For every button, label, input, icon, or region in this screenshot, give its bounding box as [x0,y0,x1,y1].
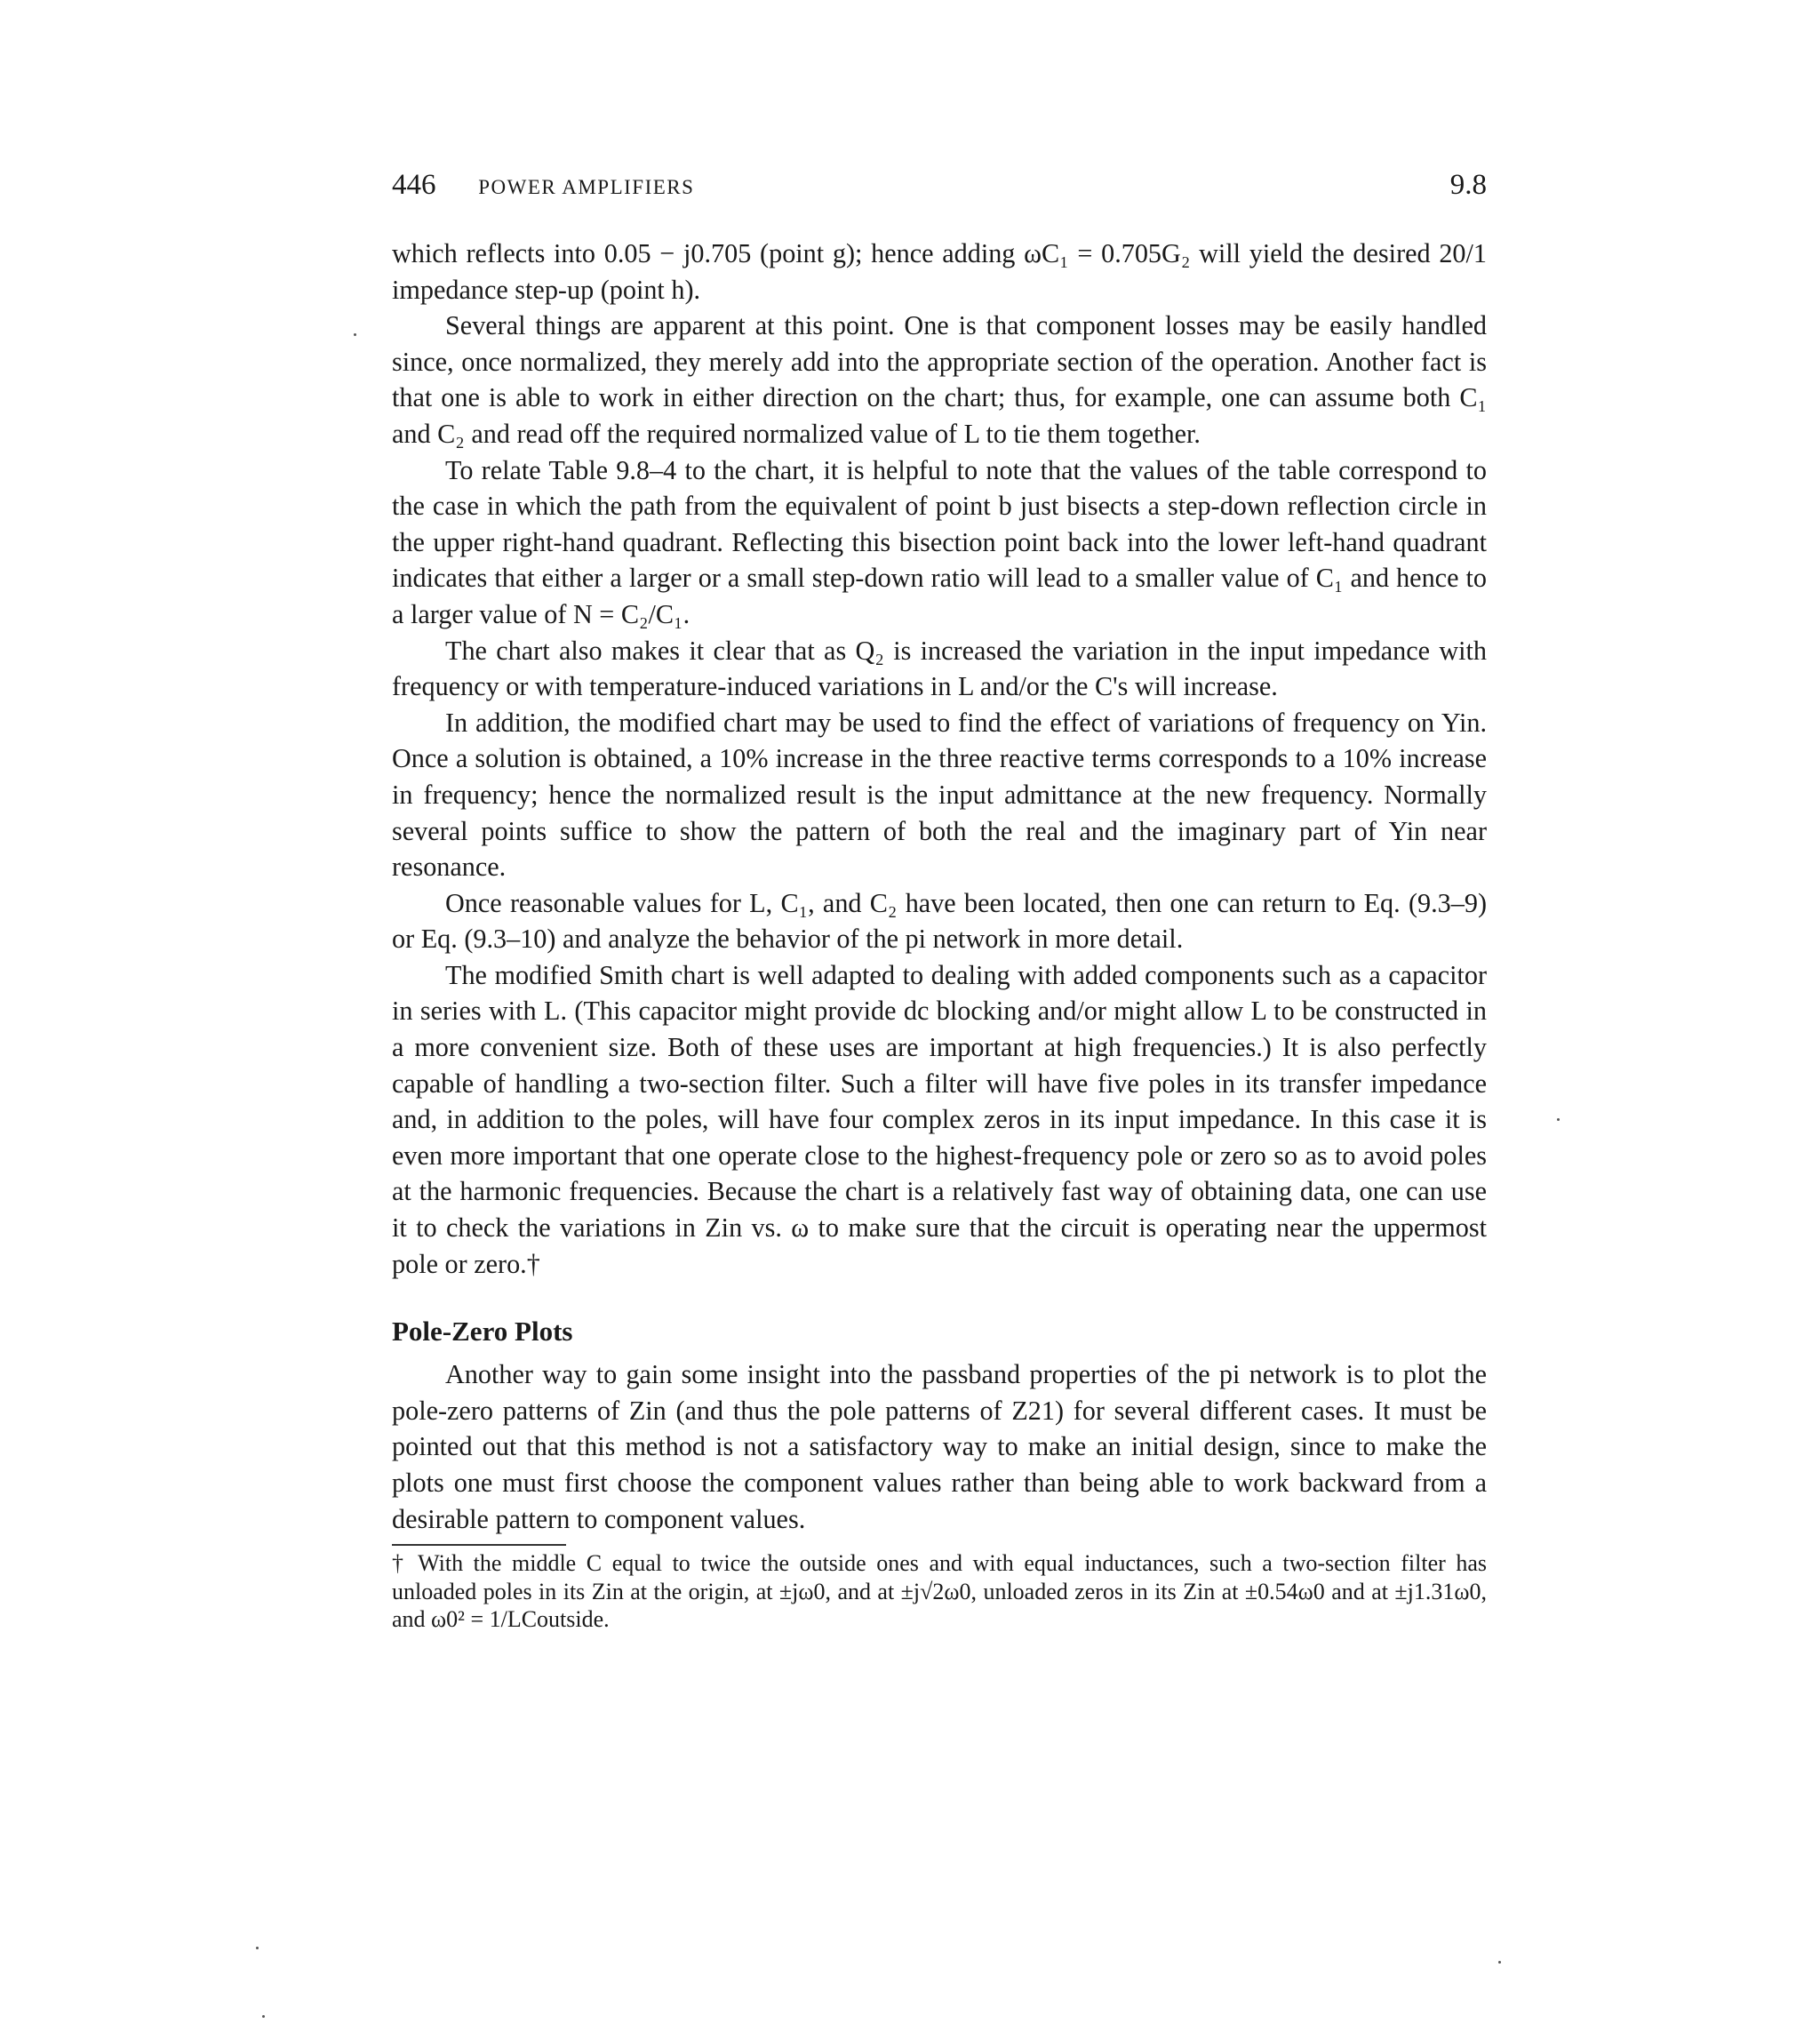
body-text [392,236,1487,1537]
page-number: 446 [392,169,436,201]
section-number: 9.8 [1449,169,1487,201]
paragraph: Once reasonable values for L, C₁, and C₂ have been located, then one can return to Eq. (9.3–9) or Eq. (9.3–10) and analyze the behavior of the pi network in more detail. [392,887,1487,955]
scan-speck [256,1947,259,1949]
paragraph: Several things are apparent at this point. One is that component losses may be easily handled since, once normalized, they merely add into the appropriate section of the operation. Another fact is that one is able to work in either direction on the chart; thus, for example, one can assume both C₁ and C₂ and read off the required normalized value of L to tie them together. [392,310,1487,449]
section-paragraph: Another way to gain some insight into the passband properties of the pi network is to plot the pole-zero patterns of Zin (and thus the pole patterns of Z21) for several different cases. It must be pointed out that this method is not a satisfactory way to make an initial design, since to make the plots one must first choose the component values rather than being able to work backward from a desirable pattern to component values. [392,1359,1487,1534]
scan-speck [354,333,356,336]
paragraph: The modified Smith chart is well adapted to dealing with added components such as a capacitor in series with L. (This capacitor might provide dc blocking and/or might allow L to be constructed in a more convenient size. Both of these uses are important at high frequencies.) It is also perfectly capable of handling a two-section filter. Such a filter will have five poles in its transfer impedance and, in addition to the poles, will have four complex zeros in its input impedance. In this case it is even more important that one operate close to the highest-frequency pole or zero so as to avoid poles at the harmonic frequencies. Because the chart is a relatively fast way of obtaining data, one can use it to check the variations in Zin vs. ω to make sure that the circuit is operating near the uppermost pole or zero.† [392,959,1487,1279]
section-heading: Pole-Zero Plots [392,1316,573,1348]
paragraph: which reflects into 0.05 − j0.705 (point g); hence adding ωC₁ = 0.705G₂ will yield the desired 20/1 impedance step-up (point h). [392,238,1487,305]
footnote-rule [392,1544,566,1546]
scan-speck [1498,1961,1501,1964]
paragraph: The chart also makes it clear that as Q₂ is increased the variation in the input impedance with frequency or with temperature-induced variations in L and/or the C's will increase. [392,635,1487,702]
running-title: POWER AMPLIFIERS [478,176,695,198]
scan-speck [262,2015,265,2018]
paragraph: To relate Table 9.8–4 to the chart, it is helpful to note that the values of the table correspond to the case in which the path from the equivalent of point b just bisects a step-down reflection circle in the upper right-hand quadrant. Reflecting this bisection point back into the lower left-hand quadrant indicates that either a larger or a small step-down ratio will lead to a smaller value of C₁ and hence to a larger value of N = C₂/C₁. [392,454,1487,629]
footnote [392,1549,1487,1634]
scan-speck [1557,1118,1560,1121]
running-head [392,169,1487,208]
paragraph: In addition, the modified chart may be used to find the effect of variations of frequency on Yin. Once a solution is obtained, a 10% increase in the three reactive terms corresponds to a 10% increase in frequency; hence the normalized result is the input admittance at the new frequency. Normally several points suffice to show the pattern of both the real and the imaginary part of Yin near resonance. [392,707,1487,883]
footnote-text: † With the middle C equal to twice the outside ones and with equal inductances, such a two-section filter has unloaded poles in its Zin at the origin, at ±jω0, and at ±j√2ω0, unloaded zeros in its Zin at ±0.54ω0 and at ±j1.31ω0, and ω0² = 1/LCoutside. [392,1550,1487,1633]
page [392,169,1487,1634]
running-head-left [392,169,694,202]
